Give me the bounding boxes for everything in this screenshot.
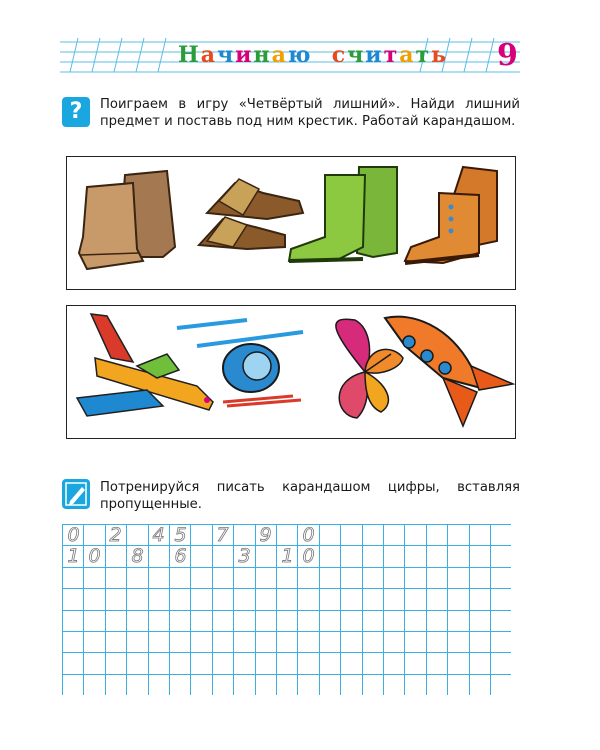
- title-letter: а: [271, 42, 288, 68]
- butterfly-icon[interactable]: [336, 319, 403, 418]
- traced-digit: 0: [302, 545, 315, 567]
- title-letter: ь: [431, 42, 449, 68]
- title-letter: т: [415, 42, 432, 68]
- pencil-icon: [62, 479, 90, 509]
- title-letter: н: [253, 42, 272, 68]
- traced-digit: 9: [259, 524, 272, 546]
- task1-instructions: Поиграем в игру «Четвёртый лишний». Найди лишний предмет и поставь под ним крестик. Работай карандашом.: [100, 97, 520, 129]
- traced-digit: 0: [88, 545, 101, 567]
- page-title: [178, 42, 448, 68]
- rubber-boots-icon[interactable]: [289, 167, 397, 261]
- writing-grid[interactable]: [62, 524, 511, 695]
- traced-digit: 4: [152, 524, 165, 546]
- title-letter: т: [383, 42, 400, 68]
- traced-digit: 0: [67, 524, 80, 546]
- title-letter: ч: [347, 42, 366, 68]
- traced-digit: 3: [238, 545, 251, 567]
- traced-digit: 6: [174, 545, 187, 567]
- footwear-panel: [66, 156, 516, 290]
- flying-objects-panel: [66, 305, 516, 439]
- traced-digit: 2: [109, 524, 122, 546]
- question-icon: ?: [62, 97, 90, 127]
- task2-instructions: Потренируйся писать карандашом цифры, вставляя пропущенные.: [100, 480, 520, 512]
- title-letter: с: [331, 42, 348, 68]
- traced-digit: 7: [216, 524, 229, 546]
- page-number: 9: [497, 38, 518, 73]
- slippers-icon[interactable]: [199, 179, 303, 249]
- traced-digit: 0: [302, 524, 315, 546]
- traced-digit: 5: [174, 524, 187, 546]
- page-header: [0, 0, 600, 90]
- traced-digit: 8: [131, 545, 144, 567]
- title-letter: [312, 42, 322, 68]
- traced-digit: 1: [281, 545, 294, 567]
- title-letter: Н: [178, 42, 201, 68]
- title-letter: и: [235, 42, 254, 68]
- title-letter: ч: [217, 42, 236, 68]
- title-letter: а: [399, 42, 416, 68]
- lace-up-boots-icon[interactable]: [405, 167, 497, 263]
- title-letter: [322, 42, 332, 68]
- title-letter: а: [200, 42, 218, 68]
- rocket-icon[interactable]: [385, 317, 513, 426]
- airplane-icon[interactable]: [77, 314, 213, 416]
- title-letter: и: [365, 42, 384, 68]
- felt-boots-icon[interactable]: [79, 171, 175, 269]
- title-letter: ю: [287, 42, 313, 68]
- traced-digit: 1: [67, 545, 80, 567]
